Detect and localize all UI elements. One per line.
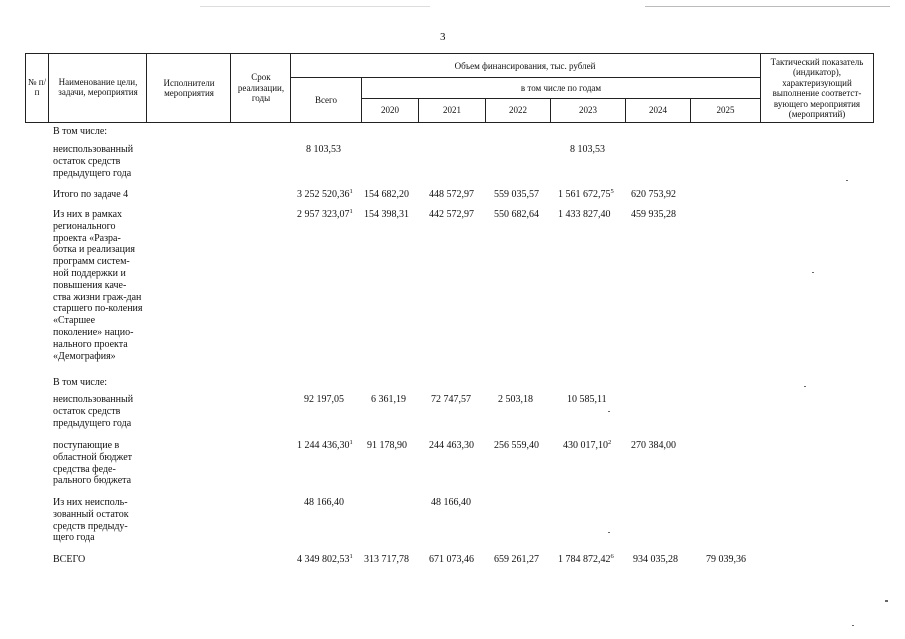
header-total: Всего	[314, 94, 338, 105]
cell-total: 1 244 436,30$^1$	[297, 439, 353, 451]
cell-2023: 10 585,11	[567, 394, 607, 405]
cell-2023: 1 433 827,40	[558, 209, 611, 220]
scan-remnant-rule	[645, 6, 890, 7]
row-label: ВСЕГО	[53, 554, 86, 565]
header-term: Срок реализации, годы	[237, 72, 285, 104]
row-label: неиспользованный остаток средств предыдущего года	[53, 144, 134, 179]
cell-2022: 2 503,18	[498, 394, 533, 405]
scan-speck	[608, 411, 610, 412]
cell-2020: 313 717,78	[364, 554, 409, 565]
cell-2021: 448 572,97	[429, 189, 474, 200]
cell-2021: 72 747,57	[431, 394, 471, 405]
cell-2022: 659 261,27	[494, 554, 539, 565]
scan-speck	[804, 386, 806, 387]
header-divider	[290, 53, 291, 123]
scan-speck	[852, 625, 854, 626]
header-year-2022: 2022	[509, 105, 527, 116]
row-label: Итого по задаче 4	[53, 189, 129, 200]
header-indicator: Тактический показатель (индикатор), характеризующий выполнение соответст-вующего мероприятия (мероприятий)	[770, 56, 864, 119]
header-divider	[230, 53, 231, 123]
cell-2020: 154 682,20	[364, 189, 409, 200]
cell-total: 48 166,40	[304, 497, 344, 508]
cell-2022: 559 035,57	[494, 189, 539, 200]
cell-2023: 8 103,53	[570, 144, 605, 155]
page-number: 3	[440, 31, 446, 43]
cell-2024: 459 935,28	[631, 209, 676, 220]
cell-2020: 154 398,31	[364, 209, 409, 220]
header-year-2025: 2025	[716, 105, 735, 116]
cell-2022: 256 559,40	[494, 440, 539, 451]
cell-2021: 671 073,46	[429, 554, 474, 565]
header-year-2023: 2023	[579, 105, 597, 116]
row-label: В том числе:	[53, 126, 108, 137]
cell-total: 4 349 802,53$^1$	[297, 553, 353, 565]
header-num: № п/п	[27, 76, 47, 97]
scan-speck	[885, 600, 888, 602]
cell-2025: 79 039,36	[706, 554, 746, 565]
header-year-2021: 2021	[443, 105, 461, 116]
header-divider	[760, 53, 761, 123]
cell-2020: 6 361,19	[371, 394, 406, 405]
scan-speck	[812, 272, 814, 273]
row-label: В том числе:	[53, 377, 108, 388]
header-funding: Объем финансирования, тыс. рублей	[454, 60, 596, 71]
cell-2021: 442 572,97	[429, 209, 474, 220]
cell-2021: 48 166,40	[431, 497, 471, 508]
header-divider	[48, 53, 49, 123]
row-label: Из них в рамках регионального проекта «Разра-ботка и реализация программ систем-ной поддержки и повышения каче-ства жизни граж-дан старшего по-коления «Старшее поколение» нацио-нального проекта «Демография»	[53, 209, 143, 362]
scan-speck	[846, 180, 848, 181]
header-year-2024: 2024	[649, 105, 667, 116]
scan-speck	[608, 532, 610, 533]
scan-remnant-rule	[200, 6, 430, 7]
row-label: поступающие в областной бюджет средства феде-рального бюджета	[53, 440, 133, 487]
header-name: Наименование цели, задачи, мероприятия	[58, 76, 138, 97]
row-label: Из них неисполь-зованный остаток средств предыду-щего года	[53, 497, 129, 544]
cell-total: 92 197,05	[304, 394, 344, 405]
cell-2023: 430 017,10$^2$	[563, 439, 612, 451]
cell-total: 2 957 323,07$^1$	[297, 208, 353, 220]
cell-2022: 550 682,64	[494, 209, 539, 220]
header-year-2020: 2020	[381, 105, 399, 116]
cell-2024: 620 753,92	[631, 189, 676, 200]
cell-2023: 1 561 672,75$^5$	[558, 188, 614, 200]
cell-total: 8 103,53	[306, 144, 341, 155]
header-executors: Исполнители мероприятия	[163, 77, 215, 98]
cell-2024: 934 035,28	[633, 554, 678, 565]
header-divider	[146, 53, 147, 123]
cell-total: 3 252 520,36$^1$	[297, 188, 353, 200]
cell-2023: 1 784 872,42$^6$	[558, 553, 614, 565]
row-label: неиспользованный остаток средств предыдущего года	[53, 394, 134, 429]
cell-2020: 91 178,90	[367, 440, 407, 451]
cell-2021: 244 463,30	[429, 440, 474, 451]
cell-2024: 270 384,00	[631, 440, 676, 451]
header-by-years: в том числе по годам	[520, 82, 602, 93]
